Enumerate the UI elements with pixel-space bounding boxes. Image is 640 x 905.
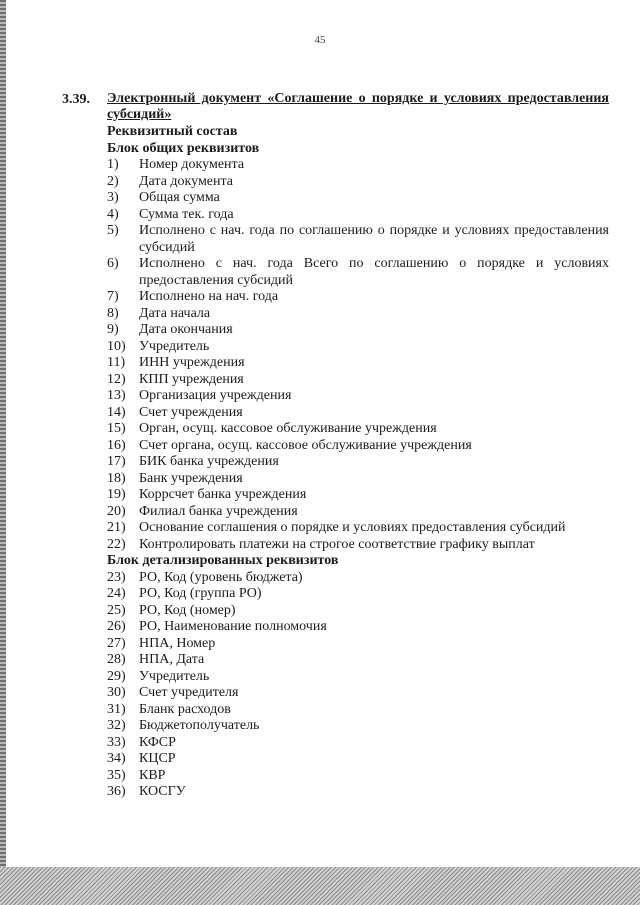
item-number: 16) — [107, 437, 126, 453]
list-item — [107, 735, 609, 752]
list-item — [107, 702, 609, 719]
item-number: 22) — [107, 536, 126, 552]
item-text: Коррсчет банка учреждения — [139, 487, 307, 502]
list-item — [107, 223, 609, 256]
item-number: 31) — [107, 701, 126, 717]
item-number: 21) — [107, 520, 126, 535]
item-text: Орган, осущ. кассовое обслуживание учреждения — [139, 421, 437, 436]
item-number: 23) — [107, 569, 126, 585]
page-number: 45 — [314, 34, 326, 46]
list-item — [107, 504, 609, 521]
item-number: 18) — [107, 470, 126, 486]
scan-left-edge — [0, 0, 6, 905]
list-item — [107, 751, 609, 768]
section-subtitle: Реквизитный состав — [107, 124, 238, 139]
item-number: 17) — [107, 454, 126, 469]
item-text: Общая сумма — [139, 190, 220, 205]
item-text: Исполнено с нач. года по соглашению о порядке и условиях предоставления субсидий — [139, 223, 609, 255]
item-text: Филиал банка учреждения — [139, 503, 298, 519]
list-item — [107, 174, 609, 191]
item-number: 33) — [107, 734, 126, 750]
item-number: 1) — [107, 157, 119, 172]
item-number: 13) — [107, 388, 126, 403]
item-text: Дата начала — [139, 305, 211, 321]
item-text: НПА, Дата — [139, 652, 205, 667]
list-item — [107, 372, 609, 389]
item-number: 12) — [107, 371, 126, 387]
list-item — [107, 603, 609, 620]
item-text: КВР — [139, 767, 166, 783]
item-text: Учредитель — [139, 338, 210, 354]
item-text: Учредитель — [139, 668, 210, 684]
item-text: Бланк расходов — [139, 701, 231, 717]
list-item — [107, 322, 609, 339]
item-text: Организация учреждения — [139, 388, 292, 403]
item-text: КОСГУ — [139, 784, 186, 799]
item-text: Счет учреждения — [139, 404, 243, 420]
item-text: Исполнено на нач. года — [139, 289, 279, 304]
list-item — [107, 157, 609, 174]
list-item — [107, 306, 609, 323]
list-item — [107, 619, 609, 636]
list-item — [107, 718, 609, 735]
item-text: НПА, Номер — [139, 635, 216, 651]
list-item — [107, 438, 609, 455]
item-number: 25) — [107, 602, 126, 618]
list-item — [107, 421, 609, 438]
list-item — [107, 570, 609, 587]
requisites-list — [107, 157, 609, 553]
list-item — [107, 669, 609, 686]
item-text: ИНН учреждения — [139, 355, 245, 370]
item-number: 9) — [107, 322, 119, 337]
list-item — [107, 652, 609, 669]
list-item — [107, 685, 609, 702]
item-text: БИК банка учреждения — [139, 454, 279, 469]
item-number: 15) — [107, 421, 126, 436]
list-item — [107, 784, 609, 801]
list-item — [107, 471, 609, 488]
list-item — [107, 537, 609, 554]
list-item — [107, 487, 609, 504]
item-number: 26) — [107, 619, 126, 634]
item-number: 6) — [107, 256, 119, 271]
scan-bottom-edge — [0, 867, 640, 905]
item-text: РО, Наименование полномочия — [139, 619, 327, 634]
list-item — [107, 256, 609, 289]
block-heading: Блок детализированных реквизитов — [107, 553, 339, 568]
document-body — [107, 91, 609, 801]
item-number: 32) — [107, 718, 126, 733]
item-text: Бюджетополучатель — [139, 718, 260, 733]
item-number: 24) — [107, 586, 126, 601]
item-text: Счет органа, осущ. кассовое обслуживание учреждения — [139, 437, 472, 453]
item-text: КЦСР — [139, 751, 176, 766]
list-item — [107, 586, 609, 603]
item-number: 19) — [107, 487, 126, 502]
item-text: Дата документа — [139, 173, 234, 189]
item-number: 10) — [107, 338, 126, 354]
item-number: 29) — [107, 668, 126, 684]
block-heading: Блок общих реквизитов — [107, 140, 260, 156]
list-item — [107, 454, 609, 471]
detailed-requisites-block — [107, 553, 609, 801]
common-requisites-block — [107, 141, 609, 554]
item-number: 36) — [107, 784, 126, 799]
item-number: 28) — [107, 652, 126, 667]
list-item — [107, 339, 609, 356]
item-number: 5) — [107, 223, 119, 238]
item-number: 20) — [107, 503, 126, 519]
item-text: Номер документа — [139, 157, 245, 172]
list-item — [107, 190, 609, 207]
list-item — [107, 768, 609, 785]
list-item — [107, 207, 609, 224]
item-number: 4) — [107, 206, 119, 222]
item-number: 27) — [107, 635, 126, 651]
item-number: 7) — [107, 289, 119, 304]
item-number: 2) — [107, 173, 119, 189]
item-text: РО, Код (группа РО) — [139, 586, 262, 601]
item-text: Исполнено с нач. года Всего по соглашению о порядке и условиях предоставления субсидий — [139, 256, 609, 288]
item-number: 8) — [107, 305, 119, 321]
item-text: РО, Код (уровень бюджета) — [139, 569, 303, 585]
list-item — [107, 388, 609, 405]
list-item — [107, 520, 609, 537]
section-number: 3.39. — [62, 92, 90, 107]
item-text: КПП учреждения — [139, 371, 244, 387]
item-number: 14) — [107, 404, 126, 420]
item-text: Дата окончания — [139, 322, 233, 337]
list-item — [107, 405, 609, 422]
item-text: РО, Код (номер) — [139, 602, 236, 618]
requisites-list — [107, 570, 609, 801]
list-item — [107, 636, 609, 653]
item-text: Счет учредителя — [139, 685, 239, 700]
item-text: Контролировать платежи на строгое соответствие графику выплат — [139, 536, 535, 552]
item-text: Сумма тек. года — [139, 206, 234, 222]
item-text: Банк учреждения — [139, 470, 243, 486]
item-text: КФСР — [139, 734, 176, 750]
item-text: Основание соглашения о порядке и условиях предоставления субсидий — [139, 520, 566, 535]
item-number: 11) — [107, 355, 126, 370]
list-item — [107, 289, 609, 306]
section-title: Электронный документ «Соглашение о порядке и условиях предоставления субсидий» — [107, 91, 609, 122]
item-number: 3) — [107, 190, 119, 205]
list-item — [107, 355, 609, 372]
item-number: 35) — [107, 767, 126, 783]
item-number: 34) — [107, 751, 126, 766]
item-number: 30) — [107, 685, 126, 700]
